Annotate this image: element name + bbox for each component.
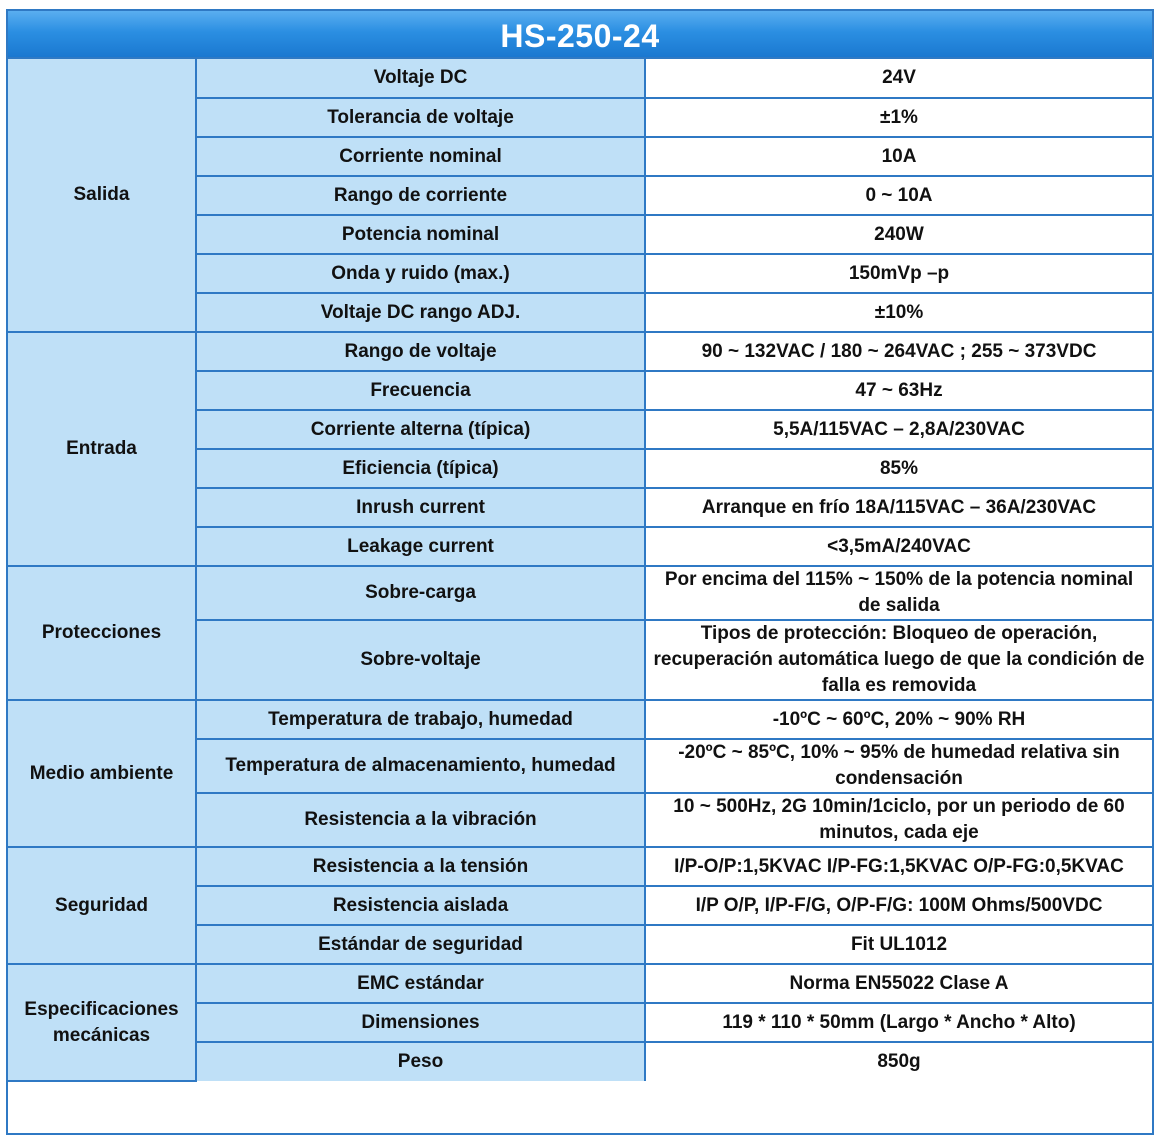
- param-label: Eficiencia (típica): [196, 449, 645, 488]
- table-row: [8, 332, 1152, 371]
- table-row: [8, 847, 1152, 886]
- param-value: -10ºC ~ 60ºC, 20% ~ 90% RH: [645, 700, 1152, 739]
- param-value: 150mVp –p: [645, 254, 1152, 293]
- param-value: -20ºC ~ 85ºC, 10% ~ 95% de humedad relativa sin condensación: [645, 739, 1152, 793]
- section-salida: Salida: [8, 59, 196, 332]
- param-label: Frecuencia: [196, 371, 645, 410]
- sheet-title: HS-250-24: [8, 11, 1152, 59]
- param-value: Arranque en frío 18A/115VAC – 36A/230VAC: [645, 488, 1152, 527]
- param-label: Sobre-carga: [196, 566, 645, 620]
- section-especificaciones-mecanicas: Especificaciones mecánicas: [8, 964, 196, 1081]
- param-value: Tipos de protección: Bloqueo de operación, recuperación automática luego de que la condición de falla es removida: [645, 620, 1152, 700]
- param-label: Voltaje DC: [196, 59, 645, 98]
- param-value: 85%: [645, 449, 1152, 488]
- param-value: Fit UL1012: [645, 925, 1152, 964]
- param-label: Inrush current: [196, 488, 645, 527]
- param-value: ±10%: [645, 293, 1152, 332]
- param-label: Voltaje DC rango ADJ.: [196, 293, 645, 332]
- param-label: EMC estándar: [196, 964, 645, 1003]
- param-value: Norma EN55022 Clase A: [645, 964, 1152, 1003]
- param-value: 0 ~ 10A: [645, 176, 1152, 215]
- spec-table: [8, 59, 1152, 1082]
- table-row: [8, 964, 1152, 1003]
- param-label: Tolerancia de voltaje: [196, 98, 645, 137]
- param-label: Dimensiones: [196, 1003, 645, 1042]
- param-value: 10A: [645, 137, 1152, 176]
- param-value: 240W: [645, 215, 1152, 254]
- param-value: 850g: [645, 1042, 1152, 1081]
- section-seguridad: Seguridad: [8, 847, 196, 964]
- section-entrada: Entrada: [8, 332, 196, 566]
- param-label: Resistencia a la tensión: [196, 847, 645, 886]
- spec-sheet: [6, 9, 1154, 1135]
- param-label: Rango de voltaje: [196, 332, 645, 371]
- param-value: I/P O/P, I/P-F/G, O/P-F/G: 100M Ohms/500VDC: [645, 886, 1152, 925]
- param-value: 119 * 110 * 50mm (Largo * Ancho * Alto): [645, 1003, 1152, 1042]
- param-label: Potencia nominal: [196, 215, 645, 254]
- param-value: I/P-O/P:1,5KVAC I/P-FG:1,5KVAC O/P-FG:0,5KVAC: [645, 847, 1152, 886]
- param-value: 10 ~ 500Hz, 2G 10min/1ciclo, por un periodo de 60 minutos, cada eje: [645, 793, 1152, 847]
- param-label: Sobre-voltaje: [196, 620, 645, 700]
- param-label: Rango de corriente: [196, 176, 645, 215]
- param-label: Temperatura de trabajo, humedad: [196, 700, 645, 739]
- param-value: Por encima del 115% ~ 150% de la potencia nominal de salida: [645, 566, 1152, 620]
- param-label: Temperatura de almacenamiento, humedad: [196, 739, 645, 793]
- param-label: Resistencia aislada: [196, 886, 645, 925]
- param-label: Resistencia a la vibración: [196, 793, 645, 847]
- param-value: ±1%: [645, 98, 1152, 137]
- param-label: Onda y ruido (max.): [196, 254, 645, 293]
- param-label: Corriente nominal: [196, 137, 645, 176]
- param-label: Peso: [196, 1042, 645, 1081]
- param-value: 90 ~ 132VAC / 180 ~ 264VAC ; 255 ~ 373VDC: [645, 332, 1152, 371]
- param-label: Leakage current: [196, 527, 645, 566]
- section-medio-ambiente: Medio ambiente: [8, 700, 196, 847]
- param-value: 5,5A/115VAC – 2,8A/230VAC: [645, 410, 1152, 449]
- param-label: Estándar de seguridad: [196, 925, 645, 964]
- section-protecciones: Protecciones: [8, 566, 196, 700]
- table-row: [8, 700, 1152, 739]
- param-value: <3,5mA/240VAC: [645, 527, 1152, 566]
- table-row: [8, 566, 1152, 620]
- param-value: 47 ~ 63Hz: [645, 371, 1152, 410]
- param-value: 24V: [645, 59, 1152, 98]
- param-label: Corriente alterna (típica): [196, 410, 645, 449]
- table-row: [8, 59, 1152, 98]
